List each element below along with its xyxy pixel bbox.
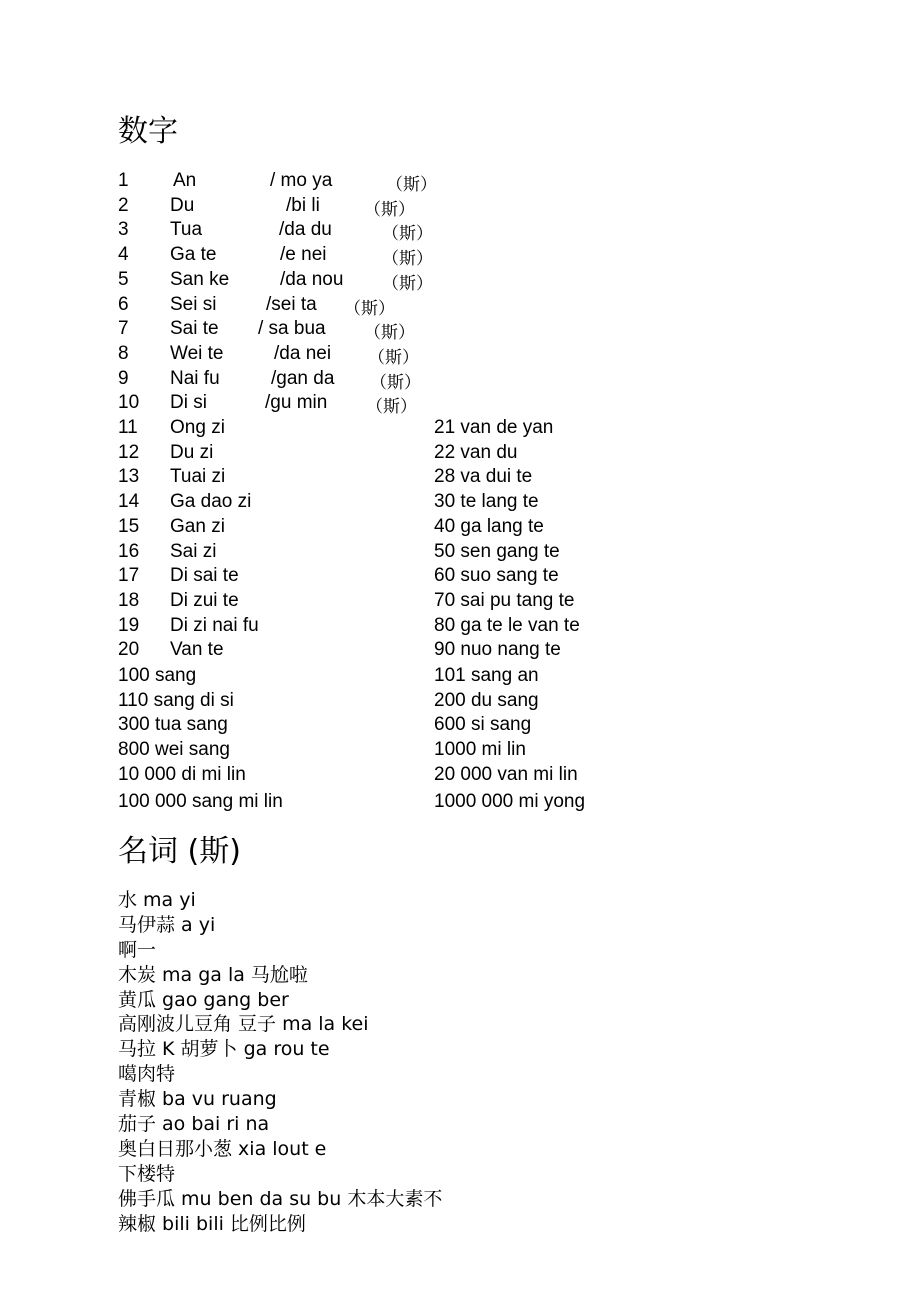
- number-entry-right: 20 000 van mi lin: [434, 764, 578, 785]
- number-alt-word: / sa bua: [258, 318, 326, 340]
- number-alt-word: /da nei: [274, 342, 332, 364]
- number-word: An: [173, 170, 197, 191]
- number-entry-left: 100 sang: [118, 665, 197, 686]
- language-tag: （斯）: [364, 323, 415, 344]
- number-entry-right: 22 van du: [434, 441, 518, 463]
- number: 2: [118, 194, 129, 216]
- number-word: Sei si: [170, 293, 217, 315]
- number-entry-right: 60 suo sang te: [434, 565, 559, 587]
- heading-nouns: 名词 (斯): [118, 834, 241, 869]
- number-entry-left: 110 sang di si: [118, 690, 234, 711]
- number: 14: [118, 491, 140, 513]
- language-tag: （斯）: [382, 224, 433, 245]
- number-entry-left: 300 tua sang: [118, 714, 228, 735]
- number-word: Sai zi: [170, 540, 217, 562]
- number-entry-right: 1000 000 mi yong: [434, 791, 586, 812]
- number-entry-right: 1000 mi lin: [434, 739, 526, 760]
- number-word: Van te: [170, 639, 224, 661]
- number-entry-right: 80 ga te le van te: [434, 614, 580, 636]
- number-entry-right: 200 du sang: [434, 690, 539, 711]
- number-word: Di zi nai fu: [170, 614, 259, 636]
- number-entry-right: 21 van de yan: [434, 417, 554, 438]
- number-word: Du: [170, 194, 195, 216]
- number: 6: [118, 293, 129, 315]
- number-word: Gan zi: [170, 515, 225, 537]
- language-tag: （斯）: [368, 347, 419, 368]
- noun-entry: 茄子 ao bai ri na: [118, 1113, 270, 1136]
- number: 15: [118, 515, 140, 537]
- number-word: Di sai te: [170, 565, 239, 587]
- noun-list: [118, 888, 442, 1236]
- number: 1: [118, 170, 129, 191]
- noun-entry: 啊一: [118, 938, 157, 961]
- noun-entry: 青椒 ba vu ruang: [118, 1088, 277, 1111]
- language-tag: （斯）: [386, 175, 437, 195]
- number: 5: [118, 268, 129, 290]
- number-word: Du zi: [170, 441, 214, 463]
- number: 12: [118, 441, 140, 463]
- number-entry-right: 70 sai pu tang te: [434, 589, 575, 611]
- number-alt-word: /da du: [279, 219, 332, 241]
- language-tag: （斯）: [370, 372, 421, 393]
- noun-entry: 黄瓜 gao gang ber: [118, 988, 289, 1011]
- number-word: Di si: [170, 392, 207, 414]
- number-word: San ke: [170, 268, 230, 290]
- number-entry-right: 50 sen gang te: [434, 540, 560, 562]
- number-alt-word: /gan da: [271, 367, 335, 389]
- number-word: Nai fu: [170, 367, 220, 389]
- language-tag: （斯）: [344, 298, 395, 319]
- number: 17: [118, 565, 140, 587]
- number: 8: [118, 342, 129, 364]
- language-tag: （斯）: [364, 199, 415, 220]
- number: 13: [118, 466, 140, 488]
- number-entry-right: 30 te lang te: [434, 491, 539, 513]
- number: 11: [118, 417, 138, 438]
- heading-numbers: 数字: [118, 114, 178, 149]
- number-alt-word: /da nou: [280, 268, 344, 290]
- number-entry-left: 100 000 sang mi lin: [118, 791, 283, 812]
- number-entry-left: 800 wei sang: [118, 739, 230, 760]
- number: 4: [118, 244, 129, 266]
- number-entry-left: 10 000 di mi lin: [118, 764, 246, 785]
- noun-entry: 高刚波儿豆角 豆子 ma la kei: [118, 1013, 369, 1036]
- number-word: Ga dao zi: [170, 491, 252, 513]
- number: 20: [118, 639, 140, 661]
- number-word: Sai te: [170, 318, 219, 340]
- number-alt-word: /sei ta: [266, 293, 317, 315]
- noun-entry: 水 ma yi: [118, 889, 196, 911]
- number-word: Ong zi: [170, 417, 225, 438]
- number-entry-right: 28 va dui te: [434, 466, 533, 488]
- noun-entry: 下楼特: [118, 1162, 176, 1185]
- language-tag: （斯）: [366, 397, 417, 418]
- number-word: Ga te: [170, 244, 217, 266]
- number: 9: [118, 367, 129, 389]
- number: 16: [118, 540, 140, 562]
- noun-entry: 马伊蒜 a yi: [118, 913, 216, 936]
- number: 3: [118, 219, 129, 241]
- language-tag: （斯）: [382, 273, 433, 294]
- noun-entry: 噶肉特: [118, 1063, 176, 1086]
- number-alt-word: /bi li: [286, 194, 320, 216]
- noun-entry: 马拉 K 胡萝卜 ga rou te: [118, 1038, 330, 1061]
- number-word: Wei te: [170, 342, 224, 364]
- noun-entry: 木炭 ma ga la 马尬啦: [118, 963, 308, 986]
- number-entry-right: 101 sang an: [434, 665, 539, 686]
- number-alt-word: / mo ya: [270, 170, 333, 191]
- number-alt-word: /gu min: [265, 392, 328, 414]
- number: 19: [118, 614, 140, 636]
- number-word: Tuai zi: [170, 466, 226, 488]
- language-tag: （斯）: [382, 249, 433, 270]
- number-entry-right: 600 si sang: [434, 714, 532, 735]
- noun-entry: 奥白日那小葱 xia lout e: [118, 1137, 327, 1160]
- number: 18: [118, 589, 140, 611]
- number-word: Di zui te: [170, 589, 239, 611]
- number-word: Tua: [170, 219, 203, 241]
- noun-entry: 佛手瓜 mu ben da su bu 木本大素不: [118, 1187, 443, 1210]
- number: 7: [118, 318, 129, 340]
- noun-entry: 辣椒 bili bili 比例比例: [118, 1212, 306, 1235]
- number-alt-word: /e nei: [280, 244, 327, 266]
- number-entry-right: 40 ga lang te: [434, 515, 544, 537]
- number-entry-right: 90 nuo nang te: [434, 639, 561, 661]
- number: 10: [118, 392, 140, 414]
